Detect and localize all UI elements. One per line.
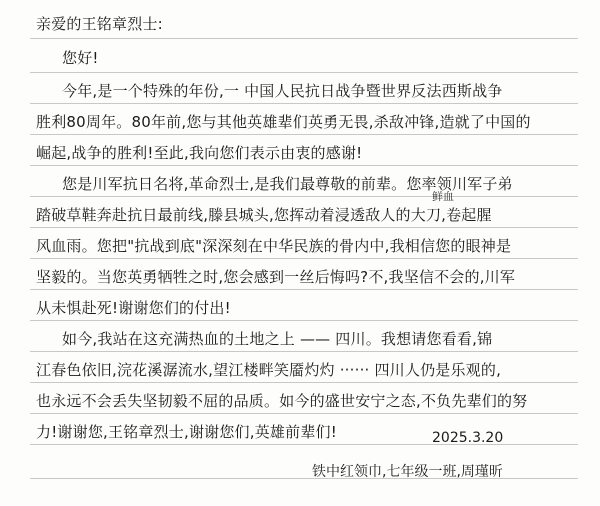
ruled-line [30,134,578,135]
signature: 铁中红领巾,七年级一班,周瑾昕 [312,464,503,480]
greeting: 您好! [62,49,99,67]
body-line-6: 风血雨。您把"抗战到底"深深刻在中华民族的骨内中,我相信您的眼神是 [36,237,512,255]
ruled-line [30,196,578,197]
ruled-line [30,38,578,39]
body-line-1: 今年,是一个特殊的年份,一 中国人民抗日战争暨世界反法西斯战争 [62,82,503,100]
ruled-line [30,289,578,290]
body-line-8: 从未惧赴死!谢谢您们的付出! [36,299,231,317]
body-line-10: 江春色依旧,浣花溪潺流水,望江楼畔笑靥灼灼 ······ 四川人仍是乐观的, [36,361,502,379]
ruled-line [30,258,578,259]
body-line-12: 力!谢谢您,王铭章烈士,谢谢您们,英雄前辈们! [36,423,337,441]
ruled-line [30,351,578,352]
ruled-line [30,320,578,321]
body-line-2: 胜利80周年。80年前,您与其他英雄辈们英勇无畏,杀敌冲锋,造就了中国的 [36,113,531,131]
ruled-line [30,165,578,166]
body-line-3: 崛起,战争的胜利!至此,我向您们表示由衷的感谢! [36,144,363,162]
ruled-line [30,382,578,383]
insert-note: 鲜血 [432,190,454,203]
ruled-line [30,103,578,104]
letter-date: 2025.3.20 [432,430,504,446]
body-line-5: 踏破草鞋奔赴抗日最前线,滕县城头,您挥动着浸透敌人的大刀,卷起腥 [36,206,492,224]
body-line-9: 如今,我站在这充满热血的土地之上 —— 四川。我想请您看看,锦 [62,330,493,348]
body-line-11: 也永远不会丢失坚韧毅不屈的品质。如今的盛世安宁之态,不负先辈们的努 [36,392,528,410]
ruled-line [30,72,578,73]
body-line-4: 您是川军抗日名将,革命烈士,是我们最尊敬的前辈。您率领川军子弟 [62,175,513,193]
salutation: 亲爱的王铭章烈士: [36,15,163,33]
body-line-7: 坚毅的。当您英勇牺牲之时,您会感到一丝后悔吗?不,我坚信不会的,川军 [36,268,516,286]
ruled-line [30,227,578,228]
ruled-line [30,413,578,414]
